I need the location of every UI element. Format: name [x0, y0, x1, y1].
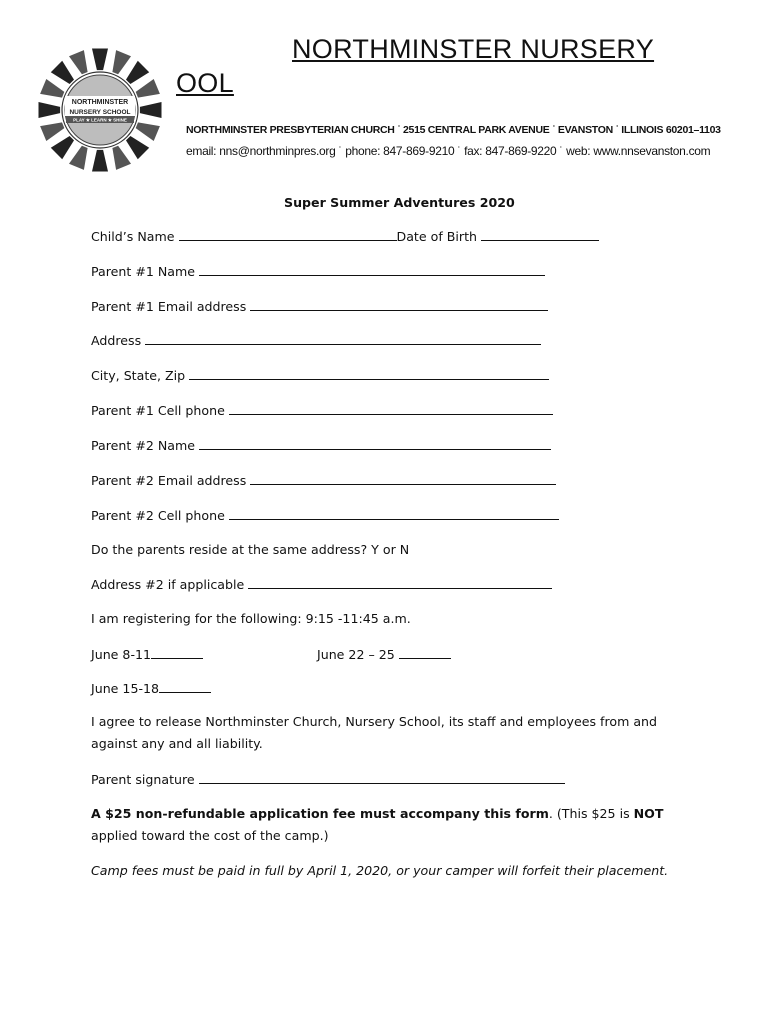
logo-text-1: NORTHMINSTER [71, 99, 129, 106]
child-name-field[interactable] [179, 229, 397, 241]
church-address: NORTHMINSTER PRESBYTERIAN CHURCH ˙ 2515 CENTRAL PARK AVENUE ˙ EVANSTON ˙ ILLINOIS 60201–1103 [186, 124, 721, 136]
child-name-row [91, 229, 599, 244]
sun-ray [136, 122, 160, 141]
fee-notice [91, 803, 671, 847]
signature-row [91, 772, 565, 787]
session3-row [91, 681, 211, 696]
deadline-notice: Camp fees must be paid in full by April 1, 2020, or your camper will forfeit their placement. [91, 863, 669, 878]
same-address-question: Do the parents reside at the same address? Y or N [91, 542, 410, 557]
session3-field[interactable] [159, 681, 211, 693]
signature-field[interactable] [199, 772, 565, 784]
fee-notice-not: NOT [633, 806, 664, 821]
parent1-cell-field[interactable] [229, 403, 553, 415]
city-state-zip-label: City, State, Zip [91, 368, 186, 383]
school-title-line1: NORTHMINSTER NURSERY [292, 34, 655, 64]
parent1-email-row [91, 299, 548, 314]
address2-label: Address #2 if applicable [91, 577, 245, 592]
parent1-cell-row [91, 403, 553, 418]
sun-ray [40, 122, 64, 141]
signature-label: Parent signature [91, 772, 195, 787]
date-of-birth-label: Date of Birth [396, 229, 477, 244]
session1-label: June 8-11 [91, 647, 152, 662]
parent2-email-label: Parent #2 Email address [91, 473, 247, 488]
school-logo [36, 40, 164, 182]
logo-text-2: NURSERY SCHOOL [69, 109, 131, 116]
sun-ray [92, 150, 108, 172]
child-name-label: Child’s Name [91, 229, 175, 244]
date-of-birth-field[interactable] [481, 229, 599, 241]
session3-label: June 15-18 [91, 681, 160, 696]
sun-ray [140, 102, 162, 118]
parent2-name-field[interactable] [199, 438, 551, 450]
sun-ray [39, 102, 61, 118]
logo-text-3: PLAY ★ LEARN ★ SHINE [73, 117, 127, 123]
address-field[interactable] [145, 333, 541, 345]
sun-ray [51, 61, 74, 84]
form-heading: Super Summer Adventures 2020 [284, 195, 515, 210]
parent2-cell-label: Parent #2 Cell phone [91, 508, 225, 523]
parent2-email-row [91, 473, 556, 488]
sun-ray [112, 146, 131, 170]
address-label: Address [91, 333, 142, 348]
sun-ray [69, 146, 88, 170]
address2-field[interactable] [248, 577, 552, 589]
school-title-line2: OOL [176, 68, 234, 98]
sun-ray [40, 79, 64, 98]
parent1-cell-label: Parent #1 Cell phone [91, 403, 225, 418]
sun-ray [126, 61, 149, 84]
sun-ray [136, 79, 160, 98]
session2-row [317, 647, 451, 662]
session1-row [91, 647, 203, 662]
sun-ray [112, 50, 131, 74]
session2-label: June 22 – 25 [317, 647, 395, 662]
parent1-email-field[interactable] [250, 299, 548, 311]
address-row [91, 333, 541, 348]
sun-ray [92, 49, 108, 71]
fee-notice-text-1: . (This $25 is [548, 806, 634, 821]
parent2-email-field[interactable] [250, 473, 556, 485]
parent1-name-row [91, 264, 545, 279]
city-state-zip-row [91, 368, 549, 383]
session2-field[interactable] [399, 647, 451, 659]
parent1-name-label: Parent #1 Name [91, 264, 196, 279]
city-state-zip-field[interactable] [189, 368, 549, 380]
parent1-email-label: Parent #1 Email address [91, 299, 247, 314]
session1-field[interactable] [151, 647, 203, 659]
fee-notice-text-2: applied toward the cost of the camp.) [91, 828, 329, 843]
sun-ray [69, 50, 88, 74]
parent2-cell-row [91, 508, 559, 523]
registering-text: I am registering for the following: 9:15 -11:45 a.m. [91, 611, 411, 626]
sun-ray [126, 136, 149, 159]
parent1-name-field[interactable] [199, 264, 545, 276]
parent2-name-label: Parent #2 Name [91, 438, 196, 453]
parent2-name-row [91, 438, 551, 453]
sun-ray [51, 136, 74, 159]
release-text: I agree to release Northminster Church, Nursery School, its staff and employees from and against any and all liability. [91, 714, 658, 751]
contact-info: email: nns@northminpres.org ˙ phone: 847-869-9210 ˙ fax: 847-869-9220 ˙ web: www.nnsevanston.com [186, 144, 711, 158]
fee-notice-bold: A $25 non-refundable application fee must accompany this form [91, 806, 549, 821]
parent2-cell-field[interactable] [229, 508, 559, 520]
address2-row [91, 577, 552, 592]
